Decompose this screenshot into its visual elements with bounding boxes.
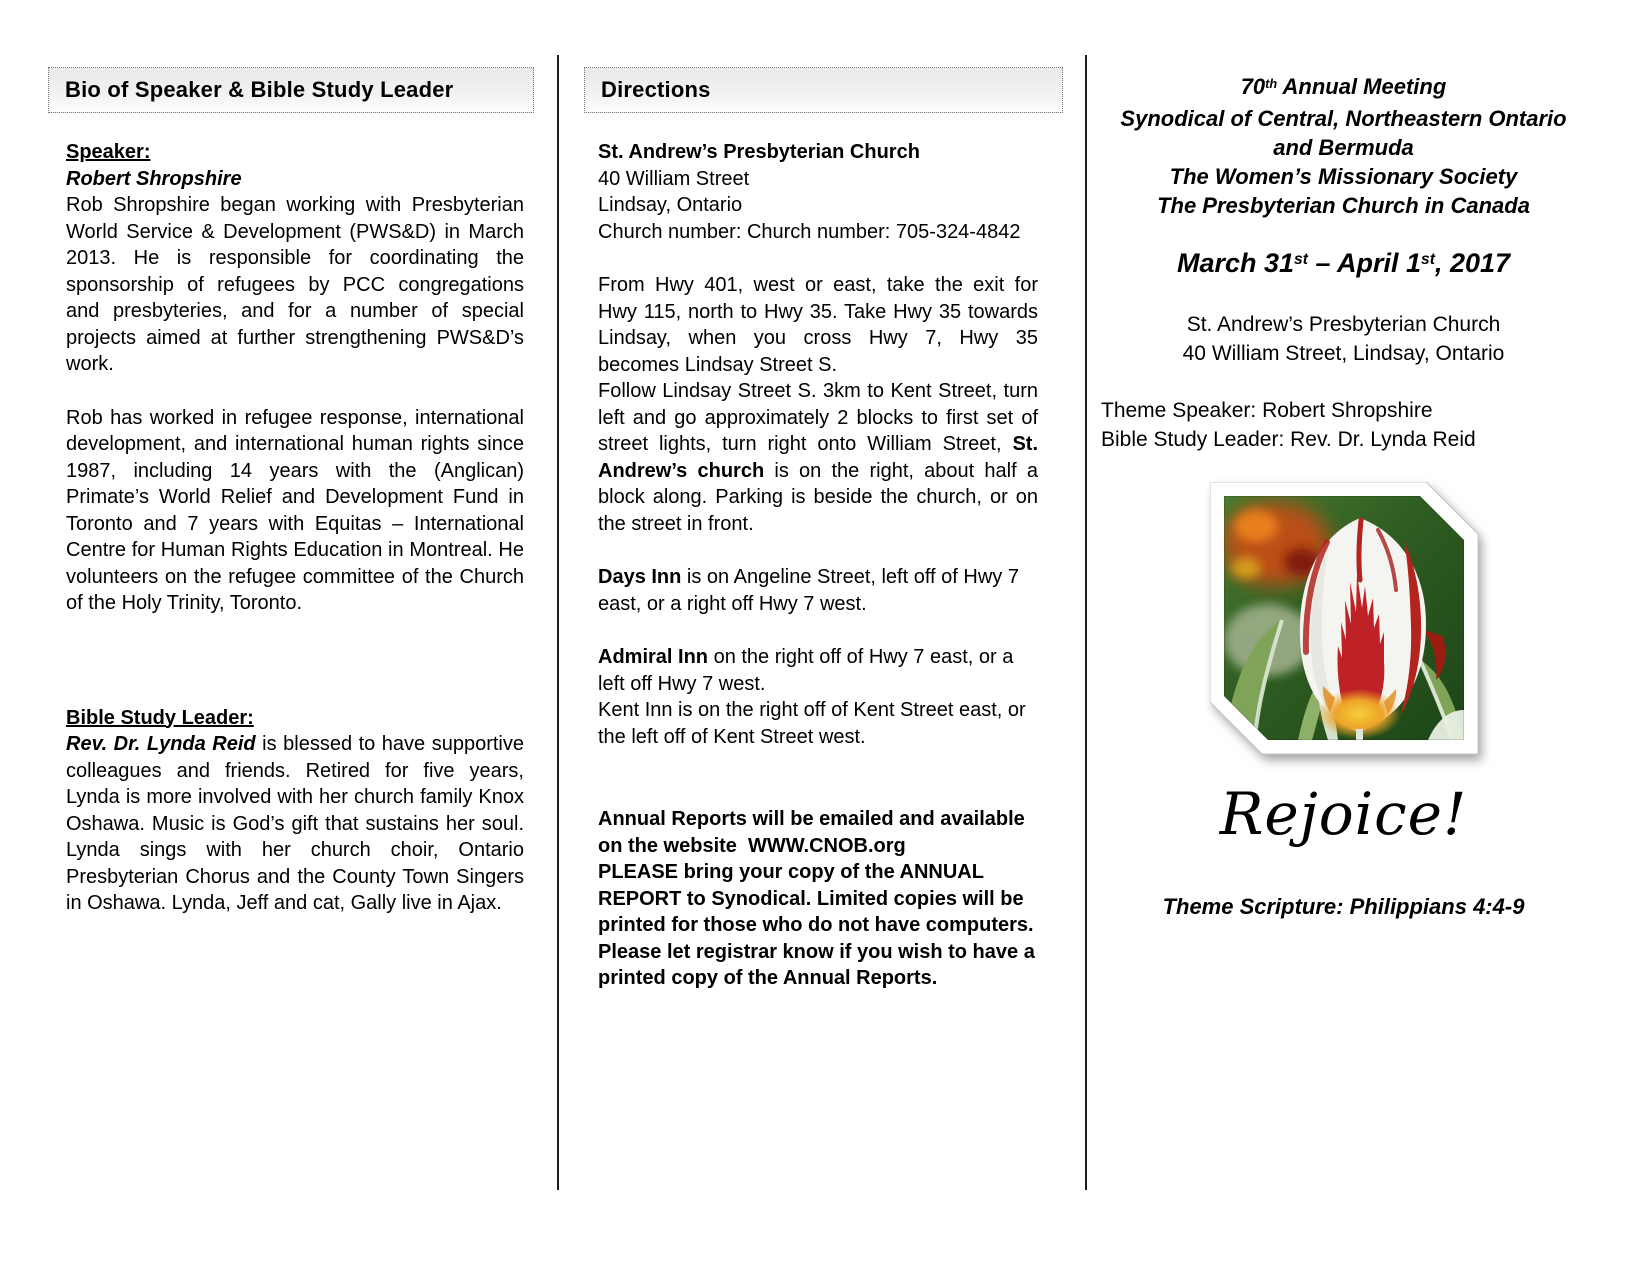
bible-study-leader-label: Bible Study Leader: bbox=[66, 706, 254, 729]
church-denomination: The Presbyterian Church in Canada bbox=[1157, 193, 1530, 218]
directions-column bbox=[584, 67, 1063, 992]
venue-name: St. Andrew’s Presbyterian Church bbox=[1186, 313, 1501, 336]
directions-paragraph-2-tail: is on the right, about half a block along. Parking is beside the church, or on the street in front. bbox=[598, 459, 1038, 535]
days-inn-info bbox=[598, 564, 1034, 617]
meeting-title-rest: Annual Meeting bbox=[1277, 74, 1447, 99]
tulip-photo-frame bbox=[1210, 482, 1478, 756]
bio-section-header bbox=[48, 67, 534, 113]
date-start-ordinal: st bbox=[1294, 251, 1308, 269]
kent-inn-info: Kent Inn is on the right off of Kent Street east, or the left off of Kent Street west. bbox=[598, 699, 1026, 748]
society-name: The Women’s Missionary Society bbox=[1169, 164, 1518, 189]
leader-bio-text: is blessed to have supportive colleagues and friends. Retired for five years, Lynda is more involved with her church family Knox Oshawa. Music is God’s gift that sustains her soul. Lynda sings with her church choir, Ontario Presbyterian Chorus and the County Town Singers in Oshawa. Lynda, Jeff and cat, Gally live in Ajax. bbox=[66, 733, 524, 914]
synodical-name-line1: Synodical of Central, Northeastern Ontario bbox=[1120, 106, 1567, 131]
tulip-photo bbox=[1210, 482, 1478, 756]
leader-bio-paragraph bbox=[66, 731, 524, 917]
synodical-name-line2: and Bermuda bbox=[1273, 135, 1414, 160]
church-name: St. Andrew’s Presbyterian Church bbox=[598, 141, 920, 163]
meeting-dates bbox=[1085, 245, 1602, 286]
speaker-label: Speaker: bbox=[66, 141, 151, 163]
church-address-block bbox=[598, 139, 1038, 245]
bible-study-leader-line: Bible Study Leader: Rev. Dr. Lynda Reid bbox=[1101, 428, 1476, 451]
meeting-number-ordinal: th bbox=[1265, 75, 1278, 91]
theme-scripture: Theme Scripture: Philippians 4:4-9 bbox=[1162, 894, 1525, 919]
directions-header-text: Directions bbox=[601, 77, 711, 102]
directions-content bbox=[584, 139, 1063, 992]
directions-paragraph-1: From Hwy 401, west or east, take the exit for Hwy 115, north to Hwy 35. Take Hwy 35 towards Lindsay, when you cross Hwy 7, Hwy 35 becomes Lindsay Street S. bbox=[598, 274, 1038, 376]
admiral-inn-info bbox=[598, 644, 1034, 697]
column-divider-left bbox=[557, 55, 559, 1190]
address-street: 40 William Street bbox=[598, 167, 750, 190]
bio-column bbox=[48, 67, 534, 917]
days-inn-text: is on Angeline Street, left off of Hwy 7 east, or a right off Hwy 7 west. bbox=[598, 566, 1019, 615]
admiral-inn-name: Admiral Inn bbox=[598, 646, 709, 668]
directions-paragraph-2-text: Follow Lindsay Street S. 3km to Kent Street, turn left and go approximately 2 blocks to first set of street lights, turn right onto William Street, bbox=[598, 380, 1038, 455]
speaker-name: Robert Shropshire bbox=[66, 167, 242, 190]
leader-name: Rev. Dr. Lynda Reid bbox=[66, 733, 256, 755]
date-end-ordinal: st bbox=[1421, 251, 1435, 269]
bio-content bbox=[48, 139, 534, 917]
days-inn-name: Days Inn bbox=[598, 566, 682, 588]
venue-block bbox=[1085, 310, 1602, 368]
annual-reports-line2: PLEASE bring your copy of the ANNUAL REPORT to Synodical. Limited copies will be printed for those who do not have computers. Please let registrar know if you wish to have a printed copy of the Annual Reports. bbox=[598, 861, 1041, 989]
theme-word: Rejoice! bbox=[1219, 780, 1468, 848]
date-end: – April 1 bbox=[1307, 248, 1422, 278]
meeting-title-line1 bbox=[1085, 72, 1602, 104]
church-phone: Church number: Church number: 705-324-4842 bbox=[598, 220, 1021, 243]
annual-reports-notice bbox=[598, 806, 1050, 992]
theme-speaker-line: Theme Speaker: Robert Shropshire bbox=[1101, 399, 1433, 422]
cover-panel bbox=[1085, 67, 1602, 920]
date-start: March 31 bbox=[1176, 248, 1295, 278]
date-year: , 2017 bbox=[1434, 248, 1511, 278]
bio-header-text: Bio of Speaker & Bible Study Leader bbox=[65, 77, 454, 102]
venue-address: 40 William Street, Lindsay, Ontario bbox=[1182, 342, 1505, 365]
speaker-bio-paragraph-2: Rob has worked in refugee response, international development, and international human rights since 1987, including 14 years with the (Anglican) Primate’s World Relief and Development Fund in Toronto and 7 years with Equitas – International Centre for Human Rights Education in Montreal. He volunteers on the refugee committee of the Church of the Holy Trinity, Toronto. bbox=[66, 406, 524, 614]
meeting-title-block bbox=[1085, 72, 1602, 220]
st-andrews-church-bold: St. Andrew’s church bbox=[598, 433, 1038, 482]
directions-section-header bbox=[584, 67, 1063, 113]
directions-paragraph-2 bbox=[598, 378, 1038, 537]
address-city: Lindsay, Ontario bbox=[598, 194, 743, 216]
speakers-block bbox=[1085, 396, 1602, 454]
speaker-bio-paragraph-1: Rob Shropshire began working with Presbyterian World Service & Development (PWS&D) in March 2013. He is responsible for coordinating the sponsorship of refugees by PCC congregations and presbyteries, and for a number of special projects aimed at further strengthening PWS&D’s work. bbox=[66, 194, 524, 375]
annual-reports-line1: Annual Reports will be emailed and available on the website WWW.CNOB.org bbox=[598, 808, 1031, 857]
admiral-inn-text: on the right off of Hwy 7 east, or a left off Hwy 7 west. bbox=[598, 646, 1014, 695]
meeting-number: 70 bbox=[1240, 74, 1266, 99]
